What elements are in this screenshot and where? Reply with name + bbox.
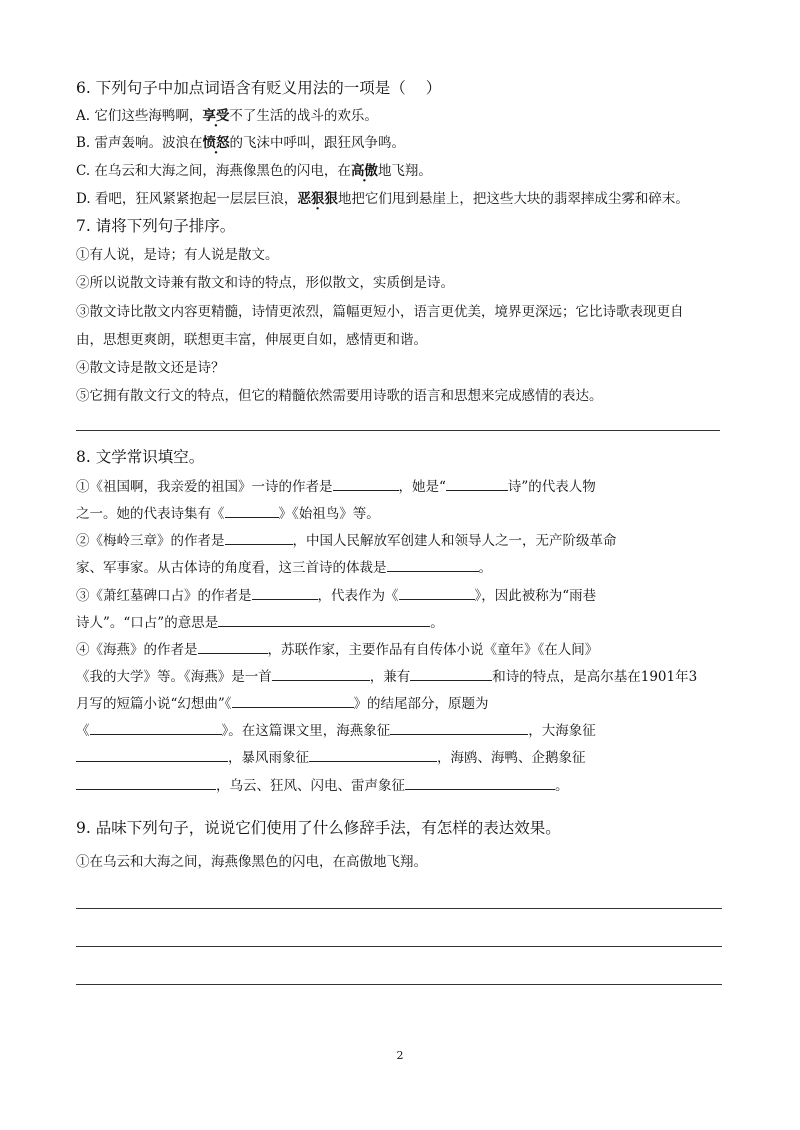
question-9-answer-line-2[interactable]: [76, 946, 722, 947]
question-8-line-8: 《我的大学》等。《海燕》是一首 ，兼有 和诗的特点，是高尔基在1901年3: [76, 666, 697, 687]
question-8-line-3: ②《梅岭三章》的作者是 ，中国人民解放军创建人和领导人之一，无产阶级革命: [76, 530, 617, 551]
question-8-line-9: 月写的短篇小说“幻想曲”《 》的结尾部分，原题为: [76, 693, 489, 714]
answer-blank[interactable]: [405, 775, 555, 790]
question-6-option-a: A. 它们这些海鸭啊，享受不了生活的战斗的欢乐。: [76, 108, 378, 124]
answer-blank[interactable]: [198, 639, 268, 654]
answer-blank[interactable]: [272, 666, 370, 681]
answer-blank[interactable]: [399, 585, 475, 600]
question-6-option-c: C. 在乌云和大海之间，海燕像黑色的闪电，在高傲地飞翔。: [76, 163, 432, 179]
question-7-sentence-3-cont: 由，思想更爽朗，联想更丰富，伸展更自如，感情更和谐。: [76, 332, 427, 348]
answer-blank[interactable]: [410, 666, 492, 681]
question-8-line-5: ③《萧红墓碑口占》的作者是 ，代表作为《 》，因此被称为“雨巷: [76, 585, 596, 606]
question-7-answer-line[interactable]: [76, 430, 720, 431]
answer-blank[interactable]: [309, 747, 437, 762]
question-8-title: 8. 文学常识填空。: [76, 448, 205, 466]
answer-blank[interactable]: [252, 585, 318, 600]
question-7-sentence-4: ④散文诗是散文还是诗？: [76, 360, 225, 376]
answer-blank[interactable]: [225, 530, 293, 545]
answer-blank[interactable]: [446, 476, 508, 491]
question-8-line-4: 家、军事家。从古体诗的角度看，这三首诗的体裁是 。: [76, 557, 492, 578]
answer-blank[interactable]: [225, 503, 279, 518]
question-7-sentence-2: ②所以说散文诗兼有散文和诗的特点，形似散文，实质倒是诗。: [76, 275, 454, 291]
answer-blank[interactable]: [218, 612, 430, 627]
answer-blank[interactable]: [390, 720, 528, 735]
question-6-option-d: D. 看吧，狂风紧紧抱起一层层巨浪，恶狠狠地把它们甩到悬崖上，把这些大块的翡翠摔成尘雾和碎末。: [76, 191, 689, 207]
question-8-line-12: ，乌云、狂风、闪电、雷声象征 。: [76, 775, 569, 796]
answer-blank[interactable]: [76, 775, 216, 790]
question-8-line-6: 诗人”。“口占”的意思是 。: [76, 612, 444, 633]
page-number: 2: [396, 1049, 404, 1062]
question-6-option-b: B. 雷声轰响。波浪在愤怒的飞沫中呼叫，跟狂风争鸣。: [76, 135, 406, 151]
question-7-sentence-1: ①有人说，是诗；有人说是散文。: [76, 247, 279, 263]
answer-blank[interactable]: [232, 693, 354, 708]
question-7-title: 7. 请将下列句子排序。: [76, 217, 236, 235]
question-6-title: 6. 下列句子中加点词语含有贬义用法的一项是（ ）: [76, 79, 442, 97]
question-7-sentence-3: ③散文诗比散文内容更精髓，诗情更浓烈，篇幅更短小，语言更优美，境界更深远；它比诗歌表现更自: [76, 304, 684, 320]
question-8-line-10: 《 》。在这篇课文里，海燕象征 ，大海象征: [76, 720, 596, 741]
question-9-answer-line-1[interactable]: [76, 908, 722, 909]
question-8-line-7: ④《海燕》的作者是 ，苏联作家，主要作品有自传体小说《童年》《在人间》: [76, 639, 598, 660]
question-8-line-1: ①《祖国啊，我亲爱的祖国》一诗的作者是 ，她是“ 诗”的代表人物: [76, 476, 596, 497]
question-8-line-11: ，暴风雨象征 ，海鸥、海鸭、企鹅象征: [76, 747, 586, 768]
answer-blank[interactable]: [90, 720, 222, 735]
answer-blank[interactable]: [76, 747, 228, 762]
question-9-answer-line-3[interactable]: [76, 984, 722, 985]
answer-blank[interactable]: [387, 557, 479, 572]
answer-blank[interactable]: [333, 476, 399, 491]
question-7-sentence-5: ⑤它拥有散文行文的特点，但它的精髓依然需要用诗歌的语言和思想来完成感情的表达。: [76, 388, 603, 404]
question-8-line-2: 之一。她的代表诗集有《 》《始祖鸟》等。: [76, 503, 380, 524]
question-9-sentence-1: ①在乌云和大海之间，海燕像黑色的闪电，在高傲地飞翔。: [76, 854, 427, 870]
question-9-title: 9. 品味下列句子，说说它们使用了什么修辞手法，有怎样的表达效果。: [76, 819, 561, 837]
